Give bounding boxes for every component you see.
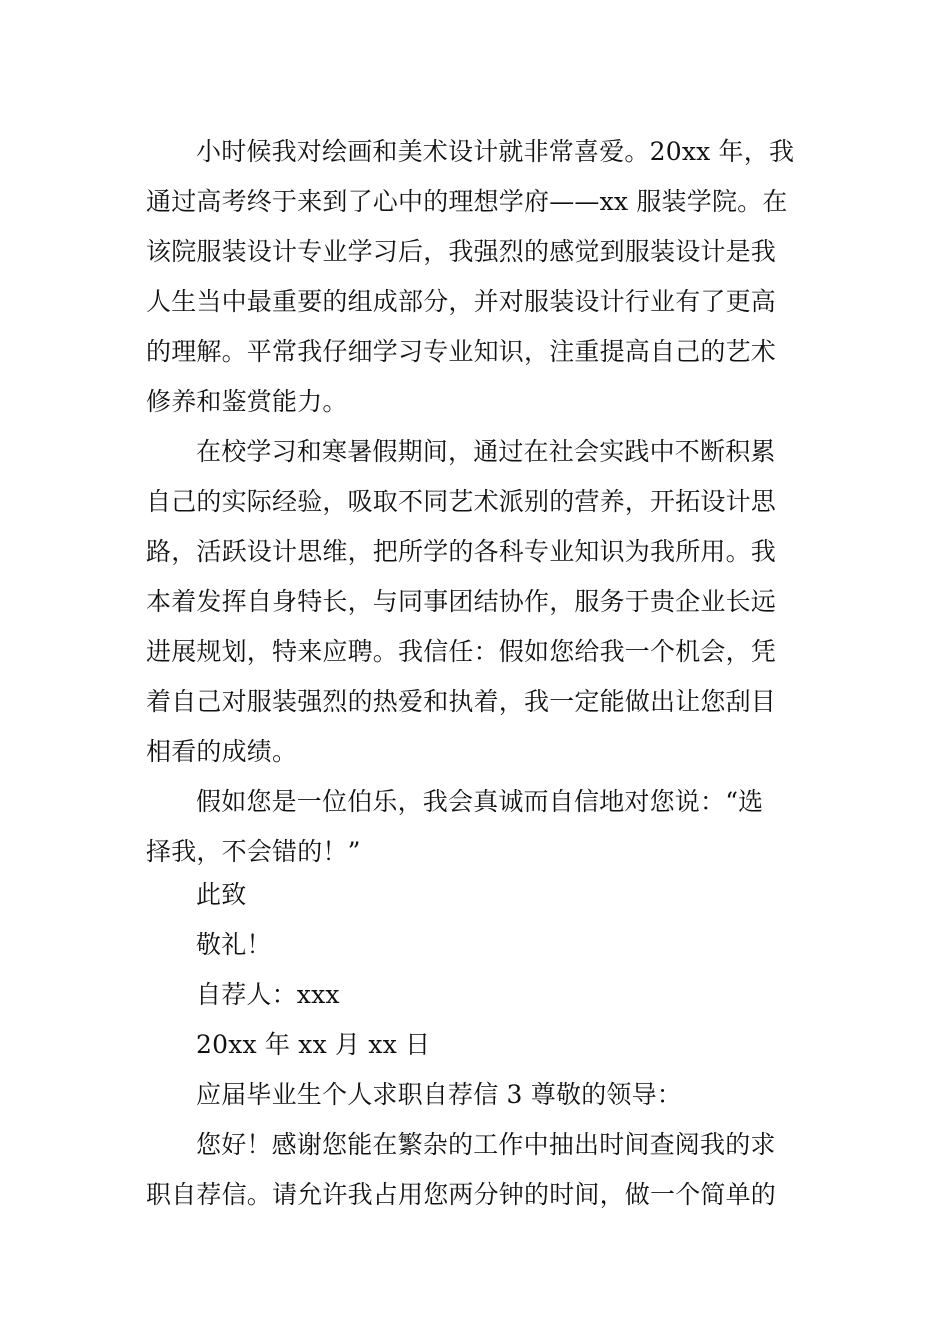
paragraph-2-line-1: 在校学习和寒暑假期间，通过在社会实践中不断积累 — [196, 437, 776, 466]
paragraph-2-line-3: 路，活跃设计思维，把所学的各科专业知识为我所用。我 — [146, 537, 777, 566]
letter-date: 20xx 年 xx 月 xx 日 — [196, 1030, 431, 1059]
paragraph-1-line-5: 的理解。平常我仔细学习专业知识，注重提高自己的艺术 — [146, 337, 777, 366]
paragraph-2-line-4: 本着发挥自身特长，与同事团结协作，服务于贵企业长远 — [146, 587, 777, 616]
paragraph-1-line-3: 该院服装设计专业学习后，我强烈的感觉到服装设计是我 — [146, 237, 777, 266]
paragraph-2-line-5: 进展规划，特来应聘。我信任：假如您给我一个机会，凭 — [146, 637, 777, 666]
paragraph-1-line-1: 小时候我对绘画和美术设计就非常喜爱。20xx 年，我 — [196, 137, 795, 166]
paragraph-2-line-6: 着自己对服装强烈的热爱和执着，我一定能做出让您刮目 — [146, 687, 777, 716]
paragraph-1-line-2: 通过高考终于来到了心中的理想学府——xx 服装学院。在 — [146, 187, 788, 216]
paragraph-1-line-4: 人生当中最重要的组成部分，并对服装设计行业有了更高 — [146, 287, 777, 316]
signature: 自荐人：xxx — [196, 980, 340, 1009]
next-letter-heading: 应届毕业生个人求职自荐信 3 尊敬的领导： — [196, 1080, 683, 1109]
paragraph-2-line-2: 自己的实际经验，吸取不同艺术派别的营养，开拓设计思 — [146, 487, 777, 516]
paragraph-2-line-7: 相看的成绩。 — [146, 737, 298, 766]
closing-regards: 敬礼！ — [196, 930, 272, 959]
paragraph-3-line-2: 择我，不会错的！” — [146, 837, 361, 866]
closing-salutation: 此致 — [196, 880, 247, 909]
next-letter-line-1: 您好！感谢您能在繁杂的工作中抽出时间查阅我的求 — [196, 1130, 776, 1159]
paragraph-1-line-6: 修养和鉴赏能力。 — [146, 387, 348, 416]
paragraph-3-line-1: 假如您是一位伯乐，我会真诚而自信地对您说：“选 — [196, 787, 764, 816]
next-letter-line-2: 职自荐信。请允许我占用您两分钟的时间，做一个简单的 — [146, 1180, 777, 1209]
